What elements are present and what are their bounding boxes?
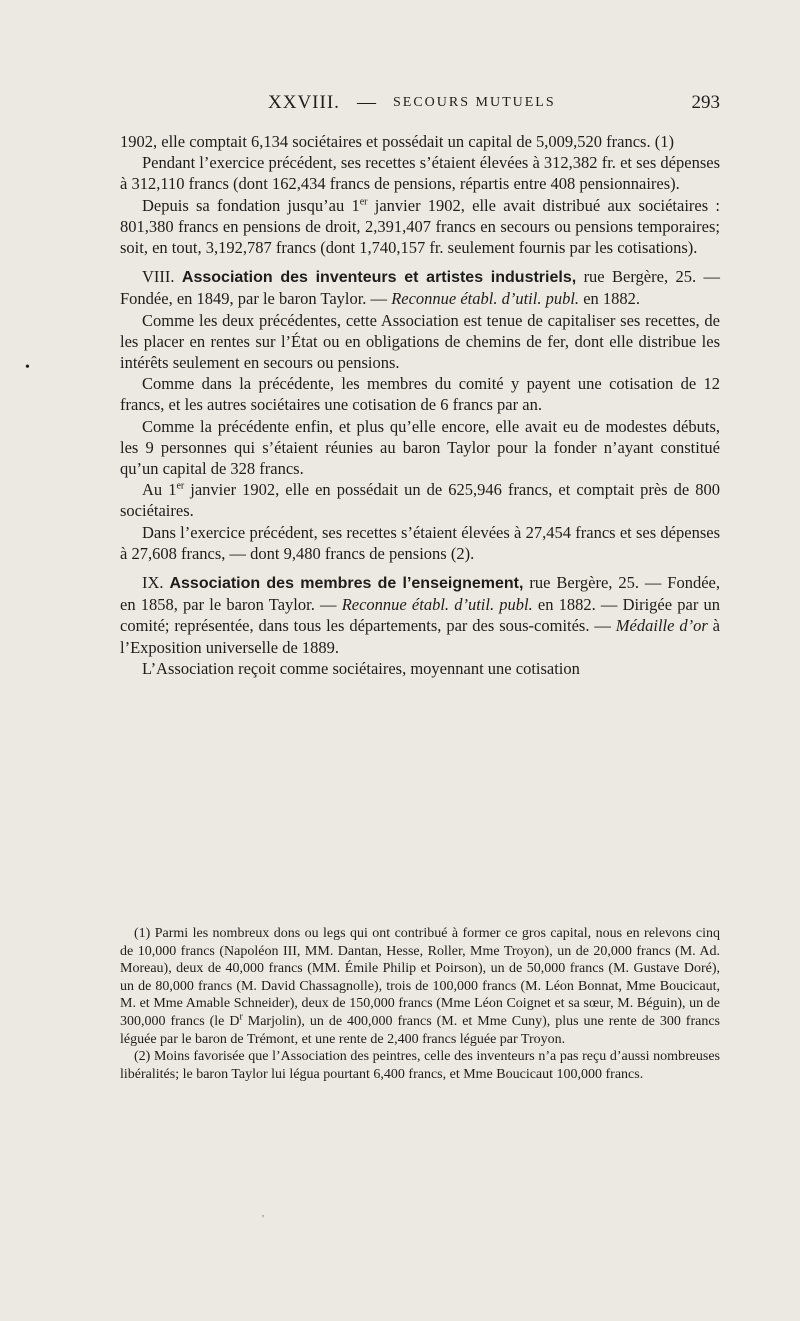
- text-run: (1) Parmi les nombreux dons ou legs qui ont contribué à former ce gros capital, nous en relevons cinq de 10,000 francs (Napoléon III, MM. Dantan, Hesse, Roller, Mme Troyon), un de 20,000 francs (M. Ad. Moreau), deux de 40,000 francs (MM. Émile Philip et Poirson), un de 50,000 francs (M. Gustave Doré), un de 80,000 francs (M. David Chassagnolle), trois de 100,000 francs (M. Léon Bonnat, Mme Boucicaut, M. et Mme Amable Schneider), deux de 150,000 francs (Mme Léon Coignet et sa sœur, M. Béguin), un de 300,000 francs (le D: [120, 926, 720, 1029]
- section-number: VIII.: [142, 267, 182, 287]
- section-number: IX.: [142, 573, 170, 593]
- text-run: janvier 1902, elle en possédait un de 625,946 francs, et comptait près de 800 sociétaires.: [120, 480, 720, 521]
- text-run: à l’Exposition universelle de 1889.: [120, 616, 720, 657]
- section-viii: [120, 266, 720, 309]
- footnote-2: (2) Moins favorisée que l’Association des peintres, celle des inventeurs n’a pas reçu d’aussi nombreuses libéralités; le baron Taylor lui légua pourtant 6,400 francs, et Mme Boucicaut 100,000 francs.: [120, 1049, 720, 1082]
- section-heading: Association des membres de l’enseignement,: [169, 575, 524, 593]
- italic-text: Reconnue établ. d’util. publ.: [391, 289, 580, 309]
- page-number: 293: [691, 92, 720, 113]
- text-run: Au 1: [142, 480, 177, 500]
- text-run: rue Bergère, 25. — Fondée, en 1849, par le baron Taylor. —: [120, 267, 720, 309]
- text-run: rue Bergère, 25. — Fondée, en 1858, par le baron Taylor. —: [120, 573, 721, 615]
- text-run: janvier 1902, elle avait distribué aux sociétaires : 801,380 francs en pensions de droit, 2,391,407 francs en secours ou pensions temporaires; soit, en tout, 3,192,787 francs (dont 1,740,157 fr. seulement fournis par les cotisations).: [120, 195, 720, 258]
- superscript: er: [176, 480, 185, 492]
- paragraph: Pendant l’exercice précédent, ses recettes s’étaient élevées à 312,382 fr. et ses dépenses à 312,110 francs (dont 162,434 francs de pensions, répartis entre 408 pensionnaires).: [120, 153, 720, 194]
- section-title: SECOURS MUTUELS: [393, 95, 556, 110]
- paragraph: [120, 195, 720, 259]
- stray-mark: ': [262, 1213, 264, 1225]
- superscript: er: [359, 196, 368, 208]
- paragraph: Comme dans la précédente, les membres du comité y payent une cotisation de 12 francs, et les autres sociétaires une cotisation de 6 francs par an.: [120, 374, 720, 415]
- header-dash: —: [357, 92, 376, 113]
- paragraph: Dans l’exercice précédent, ses recettes s’étaient élevées à 27,454 francs et ses dépenses à 27,608 francs, — dont 9,480 francs de pensions (2).: [120, 522, 720, 563]
- main-text: [120, 131, 720, 679]
- paragraph: Comme les deux précédentes, cette Association est tenue de capitaliser ses recettes, de les placer en rentes sur l’État ou en obligations de chemins de fer, dont elle distribue les intérêts seulement en secours ou pensions.: [120, 310, 720, 373]
- text-run: Marjolin), un de 400,000 francs (M. et Mme Cuny), plus une rente de 300 francs léguée par le baron de Trémont, et une rente de 2,400 francs léguée par Troyon.: [120, 1013, 721, 1047]
- section-heading: Association des inventeurs et artistes industriels,: [181, 269, 577, 287]
- paragraph: [120, 479, 720, 521]
- paragraph: 1902, elle comptait 6,134 sociétaires et possédait un capital de 5,009,520 francs. (1): [120, 132, 674, 151]
- section-ix: [120, 572, 720, 658]
- running-header: [120, 92, 720, 122]
- footnotes: [120, 925, 720, 1083]
- superscript: r: [239, 1011, 243, 1023]
- text-run: Depuis sa fondation jusqu’au 1: [142, 195, 360, 215]
- paragraph: L’Association reçoit comme sociétaires, moyennant une cotisation: [142, 658, 580, 678]
- footnote-1: [120, 925, 720, 1048]
- paragraph: Comme la précédente enfin, et plus qu’elle encore, elle avait eu de modestes débuts, les 9 personnes qui s’étaient réunies au baron Taylor pour la fonder n’ayant constitué qu’un capital de 328 francs.: [120, 416, 720, 479]
- text-run: en 1882.: [579, 289, 641, 309]
- margin-dot: •: [25, 360, 30, 375]
- text-run: en 1882. — Dirigée par un comité; représentée, dans tous les départements, par des sous-comités. —: [120, 595, 720, 636]
- italic-text: Reconnue établ. d’util. publ.: [341, 595, 533, 615]
- italic-text: Médaille d’or: [615, 616, 708, 636]
- chapter-number: XXVIII.: [268, 92, 340, 113]
